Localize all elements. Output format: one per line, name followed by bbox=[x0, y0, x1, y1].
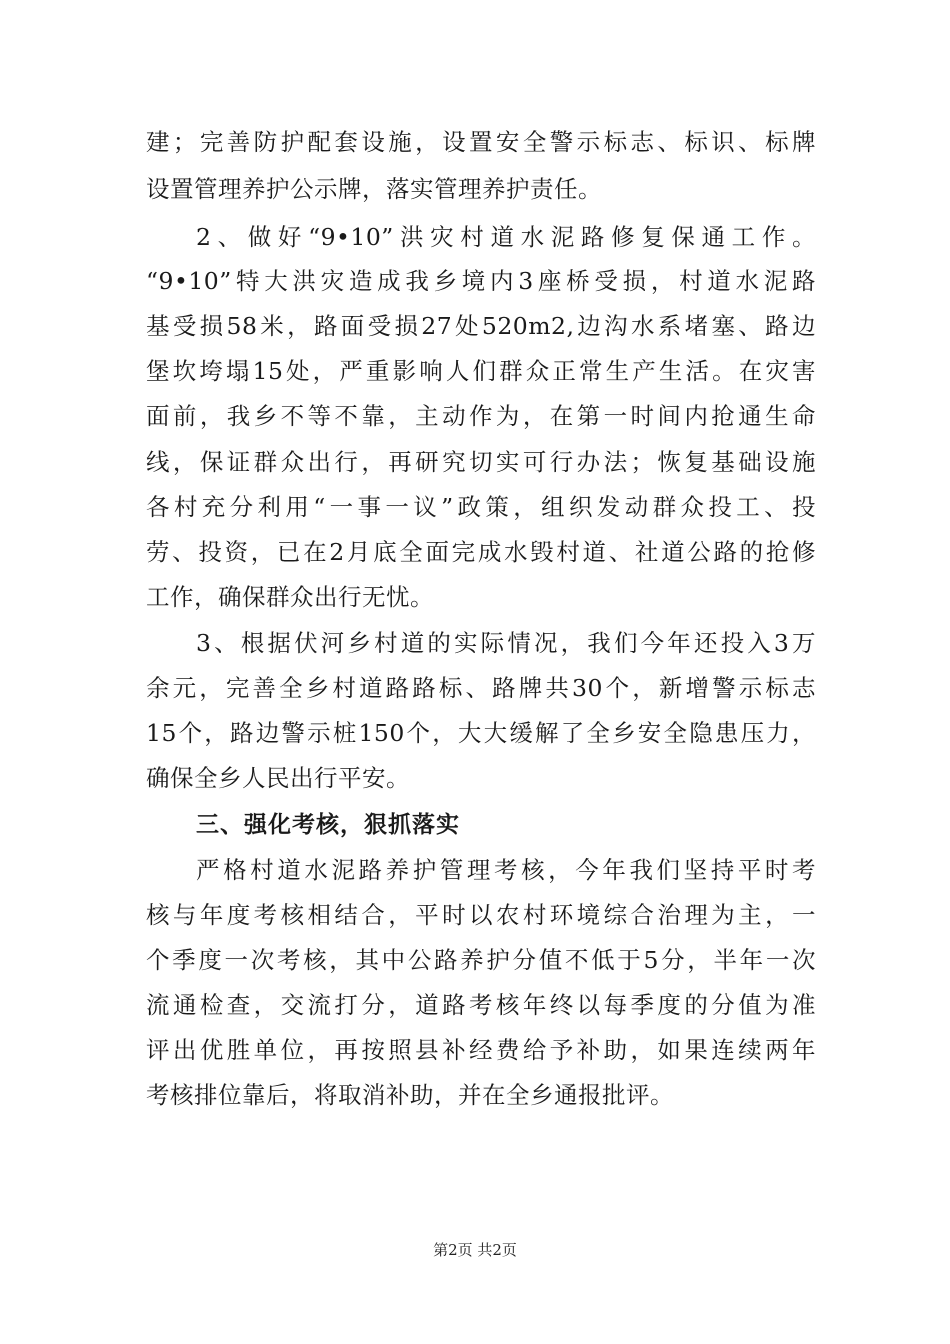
text-line: 流通检查，交流打分，道路考核年终以每季度的分值为准 bbox=[146, 991, 816, 1019]
text-line: 工作，确保群众出行无忧。 bbox=[146, 583, 434, 611]
text-line: 确保全乡人民出行平安。 bbox=[146, 764, 410, 792]
text-line: 2、做好“9•10”洪灾村道水泥路修复保通工作。 bbox=[196, 223, 816, 251]
text-line: 15个，路边警示桩150个，大大缓解了全乡安全隐患压力， bbox=[146, 719, 816, 747]
text-line: 线，保证群众出行，再研究切实可行办法；恢复基础设施 bbox=[146, 448, 816, 476]
text-line: 堡坎垮塌15处，严重影响人们群众正常生产生活。在灾害 bbox=[146, 357, 816, 385]
text-line: 各村充分利用“一事一议”政策，组织发动群众投工、投 bbox=[146, 493, 816, 521]
text-line: 余元，完善全乡村道路路标、路牌共30个，新增警示标志 bbox=[146, 674, 816, 702]
text-line: 基受损58米，路面受损27处520m2,边沟水系堵塞、路边 bbox=[146, 312, 816, 340]
text-line: 面前，我乡不等不靠，主动作为，在第一时间内抢通生命 bbox=[146, 402, 816, 430]
text-line: 考核排位靠后，将取消补助，并在全乡通报批评。 bbox=[146, 1081, 674, 1109]
page-footer: 第2页 共2页 bbox=[433, 1241, 517, 1259]
text-line: 设置管理养护公示牌，落实管理养护责任。 bbox=[146, 175, 602, 203]
section-heading: 三、强化考核，狠抓落实 bbox=[196, 812, 460, 838]
text-line: 核与年度考核相结合，平时以农村环境综合治理为主，一 bbox=[146, 901, 816, 929]
text-line: 3、根据伏河乡村道的实际情况，我们今年还投入3万 bbox=[196, 629, 816, 657]
text-line: 个季度一次考核，其中公路养护分值不低于5分，半年一次 bbox=[146, 946, 816, 974]
text-line: “9•10”特大洪灾造成我乡境内3座桥受损，村道水泥路 bbox=[146, 267, 816, 295]
text-line: 严格村道水泥路养护管理考核，今年我们坚持平时考 bbox=[196, 856, 816, 884]
text-line: 评出优胜单位，再按照县补经费给予补助，如果连续两年 bbox=[146, 1036, 816, 1064]
text-line: 劳、投资，已在2月底全面完成水毁村道、社道公路的抢修 bbox=[146, 538, 816, 566]
text-line: 建；完善防护配套设施，设置安全警示标志、标识、标牌 bbox=[146, 128, 816, 156]
